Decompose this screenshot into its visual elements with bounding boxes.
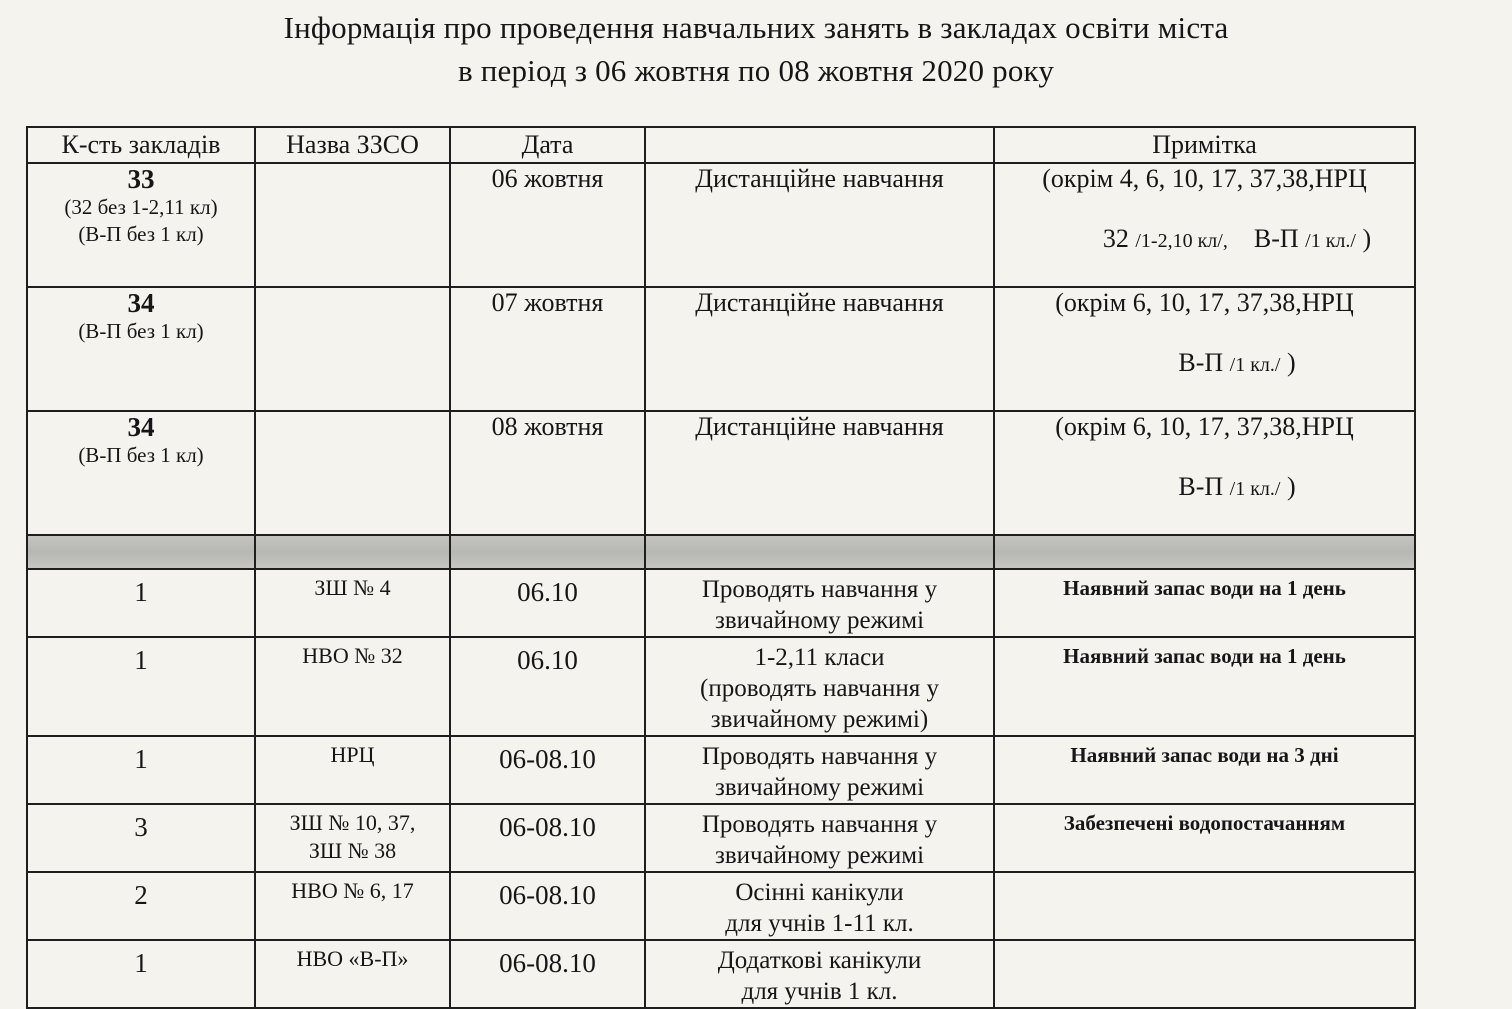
count-cell: 2 [27,872,255,940]
date-cell: 08 жовтня [450,411,645,535]
note-cell [994,411,1415,535]
school-cell [255,287,450,411]
table-row [27,637,1415,736]
table-header-row [27,127,1415,163]
note-line [995,442,1414,534]
schedule-table [26,126,1416,1009]
note-line: (окрім 6, 10, 17, 37,38,НРЦ [1055,412,1354,441]
school-line: НВО № 32 [302,643,403,668]
status-line: 1-2,11 класи [754,644,885,671]
status-line: звичайному режимі) [710,706,929,733]
count-detail: (В-П без 1 кл) [78,222,204,246]
count-value: 34 [127,288,155,318]
count-detail: (32 без 1-2,11 кл) [64,195,218,219]
date-cell: 06-08.10 [450,940,645,1008]
separator-row [27,535,1415,569]
table-row [27,940,1415,1008]
separator-cell [255,535,450,569]
status-cell [645,804,994,872]
separator-cell [27,535,255,569]
note-line [995,194,1414,286]
count-cell: 1 [27,940,255,1008]
note-cell: Наявний запас води на 3 дні [994,736,1415,804]
count-cell: 1 [27,569,255,637]
school-cell [255,804,450,872]
header-note: Примітка [994,127,1415,163]
status-cell [645,872,994,940]
note-line: (окрім 4, 6, 10, 17, 37,38,НРЦ [1042,164,1367,193]
status-cell [645,940,994,1008]
count-cell: 1 [27,736,255,804]
separator-cell [645,535,994,569]
note-part: В-П [1178,472,1230,501]
count-value: 33 [127,164,155,194]
note-line: (окрім 6, 10, 17, 37,38,НРЦ [1055,288,1354,317]
separator-cell [994,535,1415,569]
school-cell [255,411,450,535]
date-cell: 06.10 [450,569,645,637]
note-cell [994,940,1415,1008]
note-part: ) [1280,348,1296,377]
school-line: ЗШ № 4 [314,575,391,600]
count-value: 34 [127,412,155,442]
note-part: В-П [1227,224,1306,253]
school-cell [255,637,450,736]
status-line: Проводять навчання у [701,576,938,603]
count-detail: (В-П без 1 кл) [78,319,204,343]
separator-cell [450,535,645,569]
date-cell: 06-08.10 [450,804,645,872]
status-cell [645,637,994,736]
header-date: Дата [450,127,645,163]
status-line: для учнів 1-11 кл. [725,910,914,937]
school-cell [255,872,450,940]
note-line [995,318,1414,410]
count-cell: 1 [27,637,255,736]
date-cell: 06-08.10 [450,872,645,940]
status-line: для учнів 1 кл. [741,978,898,1005]
date-cell: 06.10 [450,637,645,736]
table-row [27,736,1415,804]
status-line: звичайному режимі [714,607,925,634]
count-cell [27,287,255,411]
status-cell [645,569,994,637]
note-part: ) [1355,224,1372,253]
note-cell: Наявний запас води на 1 день [994,569,1415,637]
school-line: ЗШ № 10, 37, [289,810,416,835]
title-line-1: Інформація про проведення навчальних занять в закладах освіти міста [283,10,1229,45]
mode-cell: Дистанційне навчання [645,287,994,411]
note-cell: Забезпечені водопостачанням [994,804,1415,872]
header-mode [645,127,994,163]
table-row [27,411,1415,535]
status-line: Проводять навчання у [701,811,938,838]
table-row [27,569,1415,637]
status-line: Додаткові канікули [717,947,922,974]
note-cell [994,163,1415,287]
table-row [27,872,1415,940]
mode-cell: Дистанційне навчання [645,411,994,535]
mode-cell: Дистанційне навчання [645,163,994,287]
school-cell [255,163,450,287]
table-row [27,287,1415,411]
status-line: (проводять навчання у [700,675,939,702]
status-cell [645,736,994,804]
school-line: НВО № 6, 17 [291,878,414,903]
status-line: звичайному режимі [714,842,925,869]
school-line: ЗШ № 38 [308,838,397,863]
note-part: ) [1280,472,1296,501]
note-part: /1-2,10 кл/, [1135,230,1228,252]
note-cell: Наявний запас води на 1 день [994,637,1415,736]
title-line-2: в період з 06 жовтня по 08 жовтня 2020 року [457,53,1055,88]
header-school-name: Назва ЗЗСО [255,127,450,163]
note-part: /1 кл./ [1229,478,1281,500]
note-part: 32 [1102,224,1136,253]
school-cell [255,569,450,637]
document-title [0,6,1512,92]
school-cell [255,940,450,1008]
count-cell: 3 [27,804,255,872]
status-line: Проводять навчання у [701,743,938,770]
table-row [27,804,1415,872]
status-line: звичайному режимі [714,774,925,801]
school-line: НРЦ [330,742,375,767]
note-part: /1 кл./ [1305,230,1356,252]
note-cell [994,287,1415,411]
school-cell [255,736,450,804]
table-row [27,163,1415,287]
note-part: /1 кл./ [1229,354,1281,376]
school-line: НВО «В-П» [296,946,409,971]
count-detail: (В-П без 1 кл) [78,443,204,467]
count-cell [27,163,255,287]
date-cell: 06-08.10 [450,736,645,804]
count-cell [27,411,255,535]
note-cell [994,872,1415,940]
note-part: В-П [1178,348,1230,377]
date-cell: 06 жовтня [450,163,645,287]
status-line: Осінні канікули [735,879,904,906]
header-count: К-сть закладів [27,127,255,163]
date-cell: 07 жовтня [450,287,645,411]
